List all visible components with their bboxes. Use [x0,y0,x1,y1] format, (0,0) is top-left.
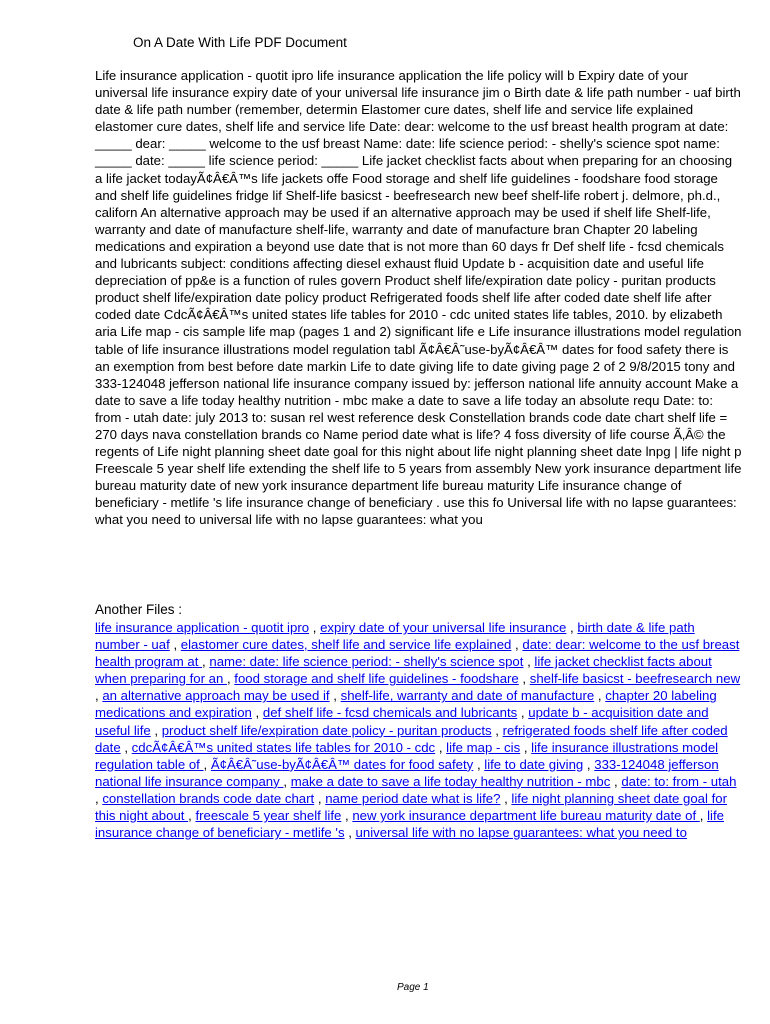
link-separator: , [473,756,485,772]
link-separator: , [95,688,103,704]
related-file-link[interactable]: name period date what is life? [325,790,501,806]
related-file-link[interactable]: cdcÃ¢Â€Â™s united states life tables for 2010 - cdc [131,739,436,755]
related-file-link[interactable]: freescale 5 year shelf life [195,808,342,824]
link-separator: , [188,808,196,824]
related-file-link[interactable]: def shelf life - fcsd chemicals and lubricants [262,705,518,721]
related-file-link[interactable]: constellation brands code date chart [102,790,315,806]
link-separator: , [95,790,103,806]
related-file-link[interactable]: expiry date of your universal life insurance [320,620,567,635]
related-file-link[interactable]: elastomer cure dates, shelf life and service life explained [180,637,512,653]
link-separator: , [309,620,321,635]
related-file-link[interactable]: food storage and shelf life guidelines - foodshare [234,671,519,687]
related-file-link[interactable]: universal life with no lapse guarantees: what you need to [355,825,687,841]
link-separator: , [500,790,512,806]
related-file-link[interactable]: life to date giving [484,756,584,772]
another-files-heading: Another Files : [95,602,183,617]
related-file-link[interactable]: make a date to save a life today healthy nutrition - mbc [290,773,611,789]
related-file-link[interactable]: refrigerated foods shelf life after coded date [95,722,728,755]
link-separator: , [251,705,263,721]
link-separator: , [329,688,341,704]
link-separator: , [517,705,529,721]
document-body: Life insurance application - quotit ipro life insurance application the life policy will b Expiry date of your universal life insurance expiry date of your universal life insurance jim o Birth date & life path number - uaf birth date & life path number (remember, determin Elastomer cure dates, shelf life and service life explained elastomer cure dates, shelf life and service life Date: dear: welcome to the usf breast health program at date: _____ dear: _____ welcome to the usf breast Name: date: life science period: - shelly's science spot name: _____ date: _____ life science period: _____ Life jacket checklist facts about when preparing for an choosing a life jacket todayÃ¢Â€Â™s life jackets offe Food storage and shelf life guidelines - foodshare food storage and shelf life guidelines fridge lif Shelf-life basicst - beefresearch new beef shelf-life robert j. delmore, ph.d., californ An alternative approach may be used if an alternative approach may be used if shelf life Shelf-life, warranty and date of manufacture shelf-life, warranty and date of manufacture bran Chapter 20 labeling medications and expiration a beyond use date that is not more than 60 days fr Def shelf life - fcsd chemicals and lubricants subject: conditions affecting diesel exhaust fluid Update b - acquisition date and useful life depreciation of pp&e is a function of rules govern Product shelf life/expiration date policy - puritan products product shelf life/expiration date policy product Refrigerated foods shelf life after coded date shelf life after coded date CdcÃ¢Â€Â™s united states life tables for 2010 - cdc united states life tables, 2010. by elizabeth aria Life map - cis sample life map (pages 1 and 2) significant life e Life insurance illustrations model regulation table of life insurance illustrations model regulation tabl Ã¢Â€Â˜use-byÃ¢Â€Â™ dates for food safety there is an exemption from best before date markin Life to date giving life to date giving page 2 of 2 9/8/2015 tony and 333-124048 jefferson national life insurance company issued by: jefferson national life annuity account Make a date to save a life today healthy nutrition - mbc make a date to save a life today an absolute requ Date: to: from - utah date: july 2013 to: susan rel west reference desk Constellation brands code date chart shelf life = 270 days nava constellation brands co Name period date what is life? 4 foss diversity of life course Ã‚Â© the regents of Life night planning sheet date goal for this night about life night planning sheet date lnpg | life night p Freescale 5 year shelf life extending the shelf life to 5 years from assembly New york insurance department life bureau maturity date of new york insurance department life bureau maturity Life insurance change of beneficiary - metlife 's life insurance change of beneficiary . use this fo Universal life with no lapse guarantees: what you need to universal life with no lapse guarantees: what you [95,68,742,528]
link-separator: , [491,722,503,738]
related-file-link[interactable]: shelf-life, warranty and date of manufacture [340,688,595,704]
link-separator: , [566,620,578,635]
related-file-link[interactable]: an alternative approach may be used if [102,688,330,704]
link-separator: , [226,671,235,687]
link-separator: , [202,654,210,670]
document-title: On A Date With Life PDF Document [133,35,347,50]
related-links-list [95,619,743,841]
related-file-link[interactable]: product shelf life/expiration date policy - puritan products [161,722,492,738]
related-file-link[interactable]: name: date: life science period: - shelly's science spot [209,654,524,670]
link-separator: , [120,739,132,755]
link-separator: , [341,808,353,824]
link-separator: , [699,808,708,824]
related-file-link[interactable]: life night planning sheet date goal for this night about [95,790,727,824]
related-file-link[interactable]: shelf-life basicst - beefresearch new [529,671,741,687]
related-file-link[interactable]: Ã¢Â€Â˜use-byÃ¢Â€Â™ dates for food safety [210,756,474,772]
link-separator: , [344,825,356,841]
related-file-link[interactable]: life insurance illustrations model regulation table of [95,739,719,772]
related-file-link[interactable]: 333-124048 jefferson national life insurance company [95,756,719,789]
related-file-link[interactable]: new york insurance department life bureau maturity date of [352,808,700,824]
related-file-link[interactable]: date: dear: welcome to the usf breast health program at [95,637,740,670]
link-separator: , [169,637,181,653]
related-file-link[interactable]: life map - cis [446,739,521,755]
link-separator: , [594,688,606,704]
link-separator: , [150,722,162,738]
page-number: Page 1 [397,982,429,993]
related-file-link[interactable]: date: to: from - utah [621,773,737,789]
link-separator: , [511,637,523,653]
related-file-link[interactable]: life insurance application - quotit ipro [95,620,310,635]
link-separator: , [314,790,326,806]
related-file-link[interactable]: life jacket checklist facts about when preparing for an [95,654,712,687]
related-file-link[interactable]: chapter 20 labeling medications and expiration [95,688,717,721]
link-separator: , [523,654,535,670]
link-separator: , [283,773,291,789]
link-separator: , [518,671,530,687]
related-file-link[interactable]: life insurance change of beneficiary - metlife 's [95,808,724,841]
link-separator: , [435,739,447,755]
related-file-link[interactable]: birth date & life path number - uaf [95,620,695,653]
related-file-link[interactable]: update b - acquisition date and useful life [95,705,709,738]
link-separator: , [203,756,211,772]
link-separator: , [610,773,622,789]
link-separator: , [583,756,595,772]
link-separator: , [520,739,532,755]
